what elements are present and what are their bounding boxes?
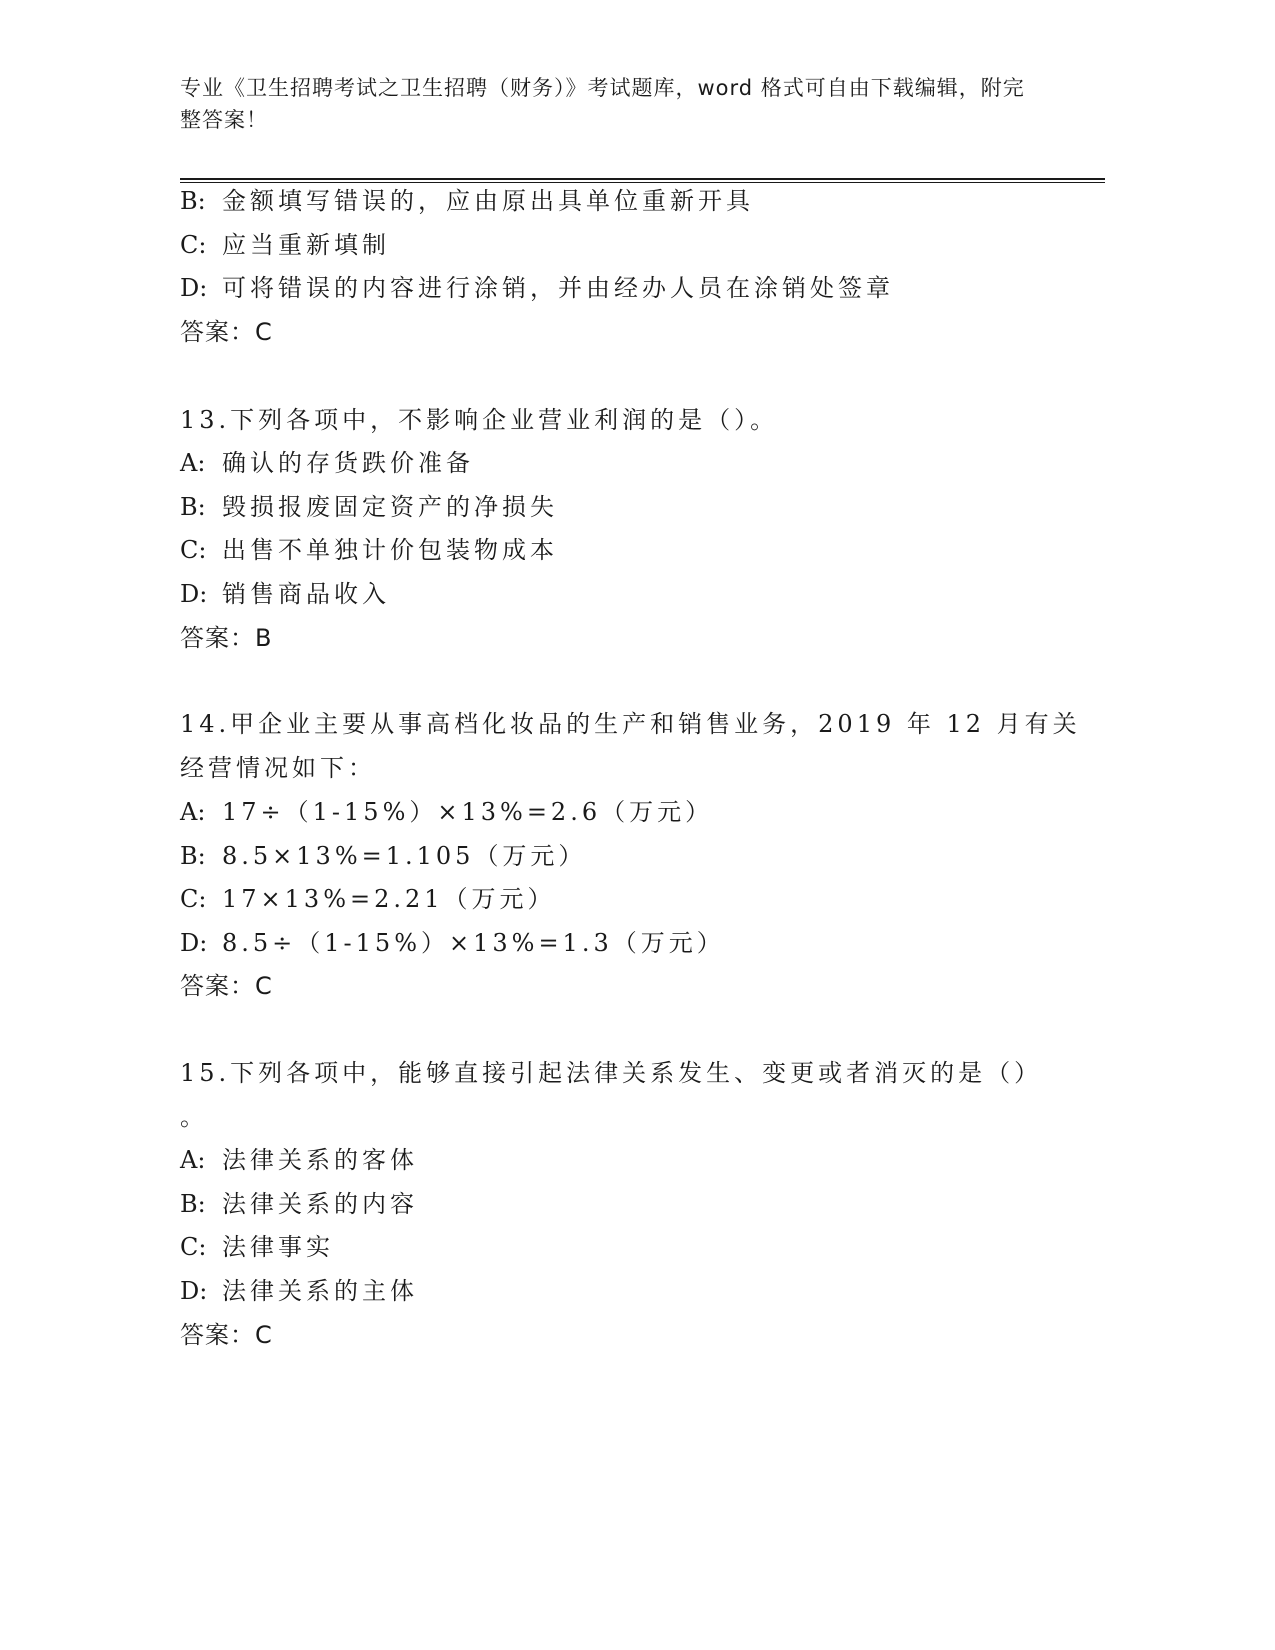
option-c [180,532,558,568]
option-a [180,445,474,481]
option-text: 17÷（1-15%）×13%=2.6（万元） [222,798,714,826]
option-key: B: [180,493,206,521]
option-text: 17×13%=2.21（万元） [222,885,556,913]
option-text: 应当重新填制 [222,231,390,259]
option-key: C: [180,536,207,564]
option-key: D: [180,1277,208,1305]
option-b [180,838,586,874]
option-key: D: [180,580,208,608]
answer: 答案：C [180,1321,273,1349]
option-a [180,794,713,830]
answer: 答案：C [180,318,273,346]
option-key: B: [180,1190,206,1218]
option-b [180,1186,418,1222]
option-text: 确认的存货跌价准备 [222,449,474,477]
answer: 答案：B [180,624,273,652]
option-text: 可将错误的内容进行涂销，并由经办人员在涂销处签章 [222,274,894,302]
option-key: C: [180,885,207,913]
option-text: 销售商品收入 [222,580,390,608]
option-text: 金额填写错误的，应由原出具单位重新开具 [222,187,754,215]
option-text: 法律事实 [222,1233,334,1261]
option-text: 毁损报废固定资产的净损失 [222,493,558,521]
option-key: C: [180,1233,207,1261]
question-stem: 15.下列各项中，能够直接引起法律关系发生、变更或者消灭的是（） [180,1059,1043,1087]
option-key: D: [180,929,208,957]
answer: 答案：C [180,972,273,1000]
option-text: 法律关系的客体 [222,1146,418,1174]
option-c [180,881,556,917]
question-stem: 14.甲企业主要从事高档化妆品的生产和销售业务，2019 年 12 月有关 [180,710,1081,738]
option-key: A: [180,1146,206,1174]
option-key: D: [180,274,208,302]
option-text: 8.5÷（1-15%）×13%=1.3（万元） [222,929,725,957]
option-d [180,925,725,961]
option-text: 法律关系的内容 [222,1190,418,1218]
option-d [180,270,894,306]
option-key: B: [180,842,206,870]
option-d [180,1273,418,1309]
option-a [180,1142,418,1178]
option-key: A: [180,798,206,826]
option-text: 8.5×13%=1.105（万元） [222,842,587,870]
option-d [180,576,390,612]
option-key: A: [180,449,206,477]
question-stem-continued: 经营情况如下： [180,754,376,782]
option-text: 法律关系的主体 [222,1277,418,1305]
option-c [180,227,390,263]
document-header: 专业《卫生招聘考试之卫生招聘（财务）》考试题库，word 格式可自由下载编辑，附完整答案！ [180,76,1025,132]
option-b [180,489,558,525]
option-b [180,183,754,219]
option-c [180,1229,334,1265]
option-key: B: [180,187,206,215]
question-stem-continued: 。 [180,1103,208,1131]
question-stem: 13.下列各项中，不影响企业营业利润的是（）。 [180,406,779,434]
option-text: 出售不单独计价包装物成本 [222,536,558,564]
option-key: C: [180,231,207,259]
